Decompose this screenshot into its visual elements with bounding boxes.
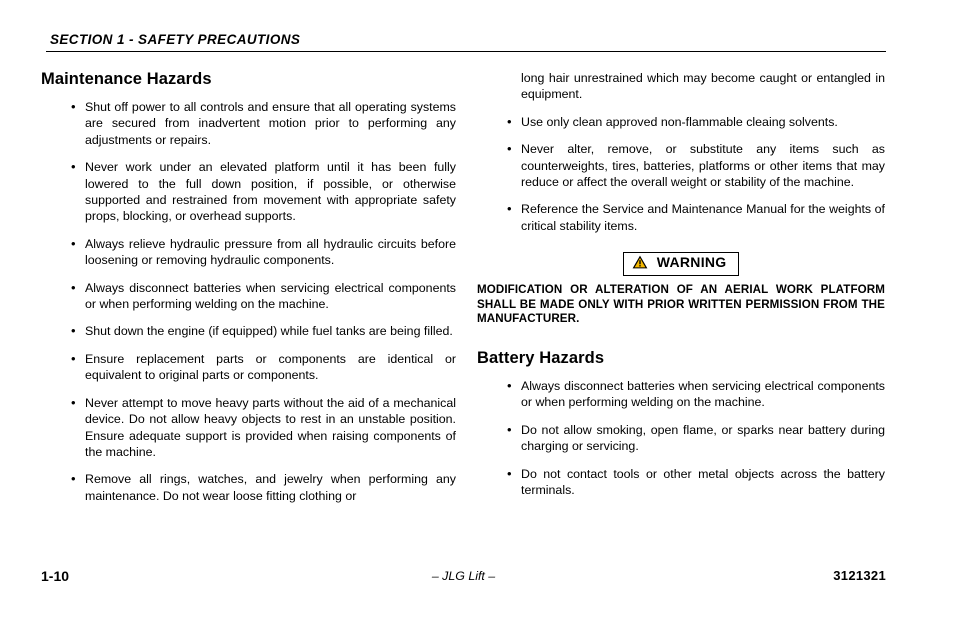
- continuation-paragraph: long hair unrestrained which may become caught or entangled in equipment.: [521, 71, 885, 102]
- section-header-title: SECTION 1 - SAFETY PRECAUTIONS: [50, 32, 301, 47]
- list-item: • Do not contact tools or other metal objects across the battery terminals.: [477, 466, 885, 499]
- left-column: [41, 70, 456, 515]
- list-item: • Use only clean approved non-flammable cleaing solvents.: [477, 114, 885, 130]
- list-item: • Always disconnect batteries when servicing electrical components or when performing welding on the machine.: [477, 378, 885, 411]
- maintenance-hazards-list-continued: [477, 114, 885, 234]
- header-divider: [46, 51, 886, 52]
- list-item: • Always disconnect batteries when servicing electrical components or when performing welding on the machine.: [41, 280, 456, 313]
- list-item: • Remove all rings, watches, and jewelry when performing any maintenance. Do not wear loose fitting clothing or: [41, 471, 456, 504]
- warning-callout: [477, 252, 885, 327]
- list-item: • Always relieve hydraulic pressure from all hydraulic circuits before loosening or removing hydraulic components.: [41, 236, 456, 269]
- list-item: • Shut down the engine (if equipped) while fuel tanks are being filled.: [41, 323, 456, 339]
- list-item: • Do not allow smoking, open flame, or sparks near battery during charging or servicing.: [477, 422, 885, 455]
- list-item: • Never work under an elevated platform until it has been fully lowered to the full down position, if possible, or otherwise supported and restrained from movement with appropriate safety props, blocking, or overhead supports.: [41, 159, 456, 225]
- page-title: Maintenance Hazards: [41, 70, 212, 88]
- warning-triangle-icon: [632, 255, 648, 273]
- battery-hazards-list: [477, 378, 885, 498]
- page-header: [46, 32, 886, 52]
- battery-hazards-title: Battery Hazards: [477, 349, 605, 368]
- document-number: 3121321: [833, 568, 886, 583]
- list-item: • Never attempt to move heavy parts without the aid of a mechanical device. Do not allow heavy objects to rest in an unstable position. Ensure adequate support is provided when raising components of the machine.: [41, 395, 456, 461]
- page-number: 1-10: [41, 568, 70, 584]
- list-item: • Never alter, remove, or substitute any items such as counterweights, tires, batteries, platforms or other items that may reduce or affect the overall weight or stability of the machine.: [477, 141, 885, 190]
- right-column: [477, 70, 885, 509]
- list-item: • Reference the Service and Maintenance Manual for the weights of critical stability items.: [477, 201, 885, 234]
- list-item: • Ensure replacement parts or components are identical or equivalent to original parts or components.: [41, 351, 456, 384]
- warning-label-text: WARNING: [656, 254, 727, 271]
- warning-label-box: [623, 252, 740, 276]
- footer-center-text: – JLG Lift –: [431, 569, 496, 583]
- page-footer: [41, 560, 886, 590]
- warning-body-text: MODIFICATION OR ALTERATION OF AN AERIAL WORK PLATFORM SHALL BE MADE ONLY WITH PRIOR WRITTEN PERMISSION FROM THE MANUFACTURER.: [477, 283, 885, 326]
- list-item: • Shut off power to all controls and ensure that all operating systems are secured from inadvertent motion prior to performing any adjustments or repairs.: [41, 99, 456, 148]
- maintenance-hazards-list: [41, 99, 456, 504]
